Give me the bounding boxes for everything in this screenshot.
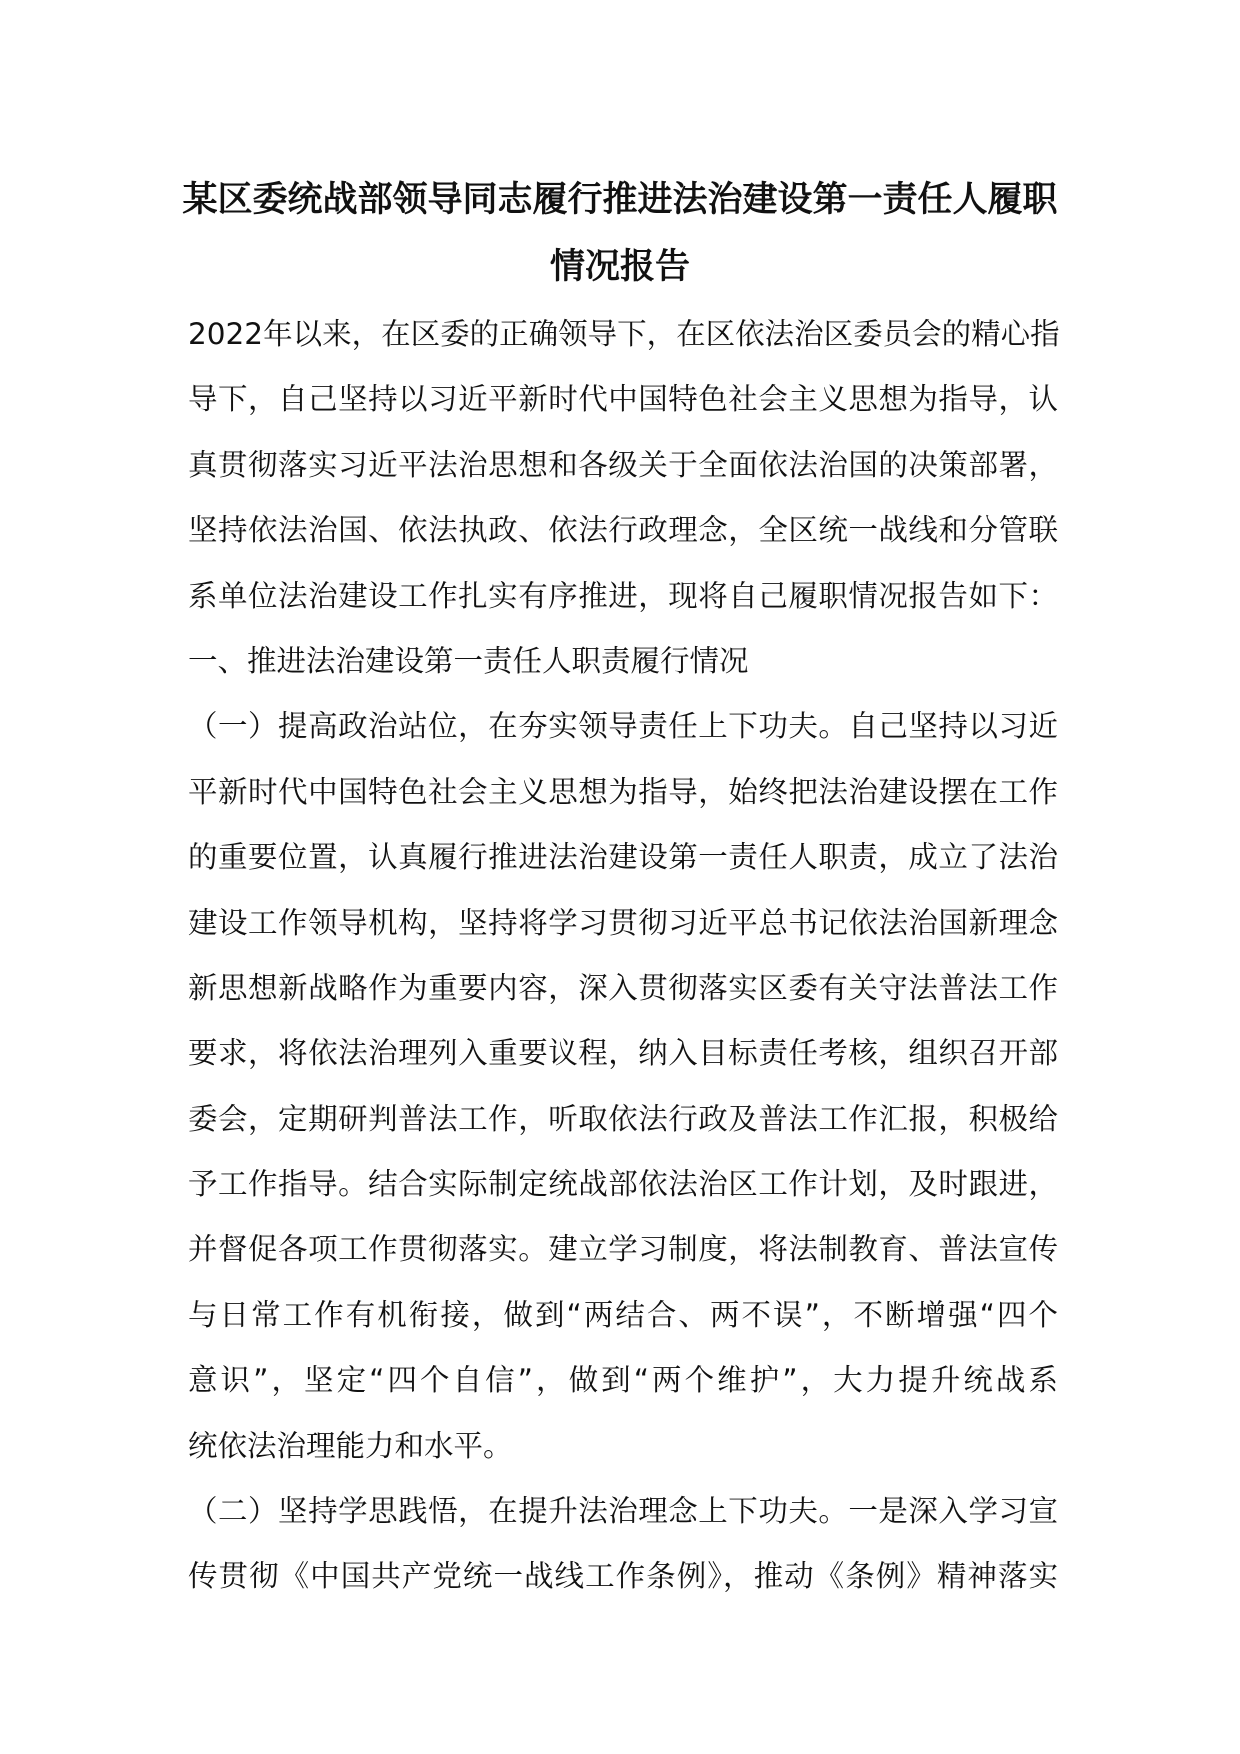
body-text-line: 真贯彻落实习近平法治思想和各级关于全面依法治国的决策部署，: [188, 447, 1058, 482]
body-text-line: 与日常工作有机衔接，做到“两结合、两不误”，不断增强“四个: [188, 1297, 1058, 1332]
document-body: [188, 302, 1058, 1610]
body-text-line: 统依法治理能力和水平。: [188, 1428, 513, 1463]
body-text-line: 建设工作领导机构，坚持将学习贯彻习近平总书记依法治国新理念: [188, 905, 1058, 940]
body-text-line: 新思想新战略作为重要内容，深入贯彻落实区委有关守法普法工作: [188, 970, 1058, 1005]
body-text-line: 并督促各项工作贯彻落实。建立学习制度，将法制教育、普法宣传: [188, 1232, 1058, 1267]
body-text-line: 的重要位置，认真履行推进法治建设第一责任人职责，成立了法治: [188, 840, 1058, 875]
body-text-line: 委会，定期研判普法工作，听取依法行政及普法工作汇报，积极给: [188, 1101, 1058, 1136]
body-text-line: 意识”，坚定“四个自信”，做到“两个维护”，大力提升统战系: [188, 1363, 1058, 1398]
body-text-line: 一、推进法治建设第一责任人职责履行情况: [188, 643, 749, 678]
body-text-line: 坚持依法治国、依法执政、依法行政理念，全区统一战线和分管联: [188, 513, 1058, 548]
body-text-line: （一）提高政治站位，在夯实领导责任上下功夫。自己坚持以习近: [188, 709, 1058, 744]
document-title-line-1: 某区委统战部领导同志履行推进法治建设第一责任人履职: [182, 180, 1058, 220]
body-text-line: 平新时代中国特色社会主义思想为指导，始终把法治建设摆在工作: [188, 774, 1058, 809]
body-text-line: 予工作指导。结合实际制定统战部依法治区工作计划，及时跟进，: [188, 1167, 1058, 1202]
document-title-line-2: 情况报告: [549, 247, 690, 287]
body-text-line: 2022年以来，在区委的正确领导下，在区依法治区委员会的精心指: [188, 317, 1060, 351]
body-text-line: （二）坚持学思践悟，在提升法治理念上下功夫。一是深入学习宣: [188, 1494, 1058, 1529]
body-text-line: 传贯彻《中国共产党统一战线工作条例》，推动《条例》精神落实: [188, 1559, 1058, 1594]
body-text-line: 系单位法治建设工作扎实有序推进，现将自己履职情况报告如下：: [188, 578, 1058, 613]
body-text-line: 导下，自己坚持以习近平新时代中国特色社会主义思想为指导，认: [188, 382, 1058, 417]
body-text-line: 要求，将依法治理列入重要议程，纳入目标责任考核，组织召开部: [188, 1036, 1058, 1071]
